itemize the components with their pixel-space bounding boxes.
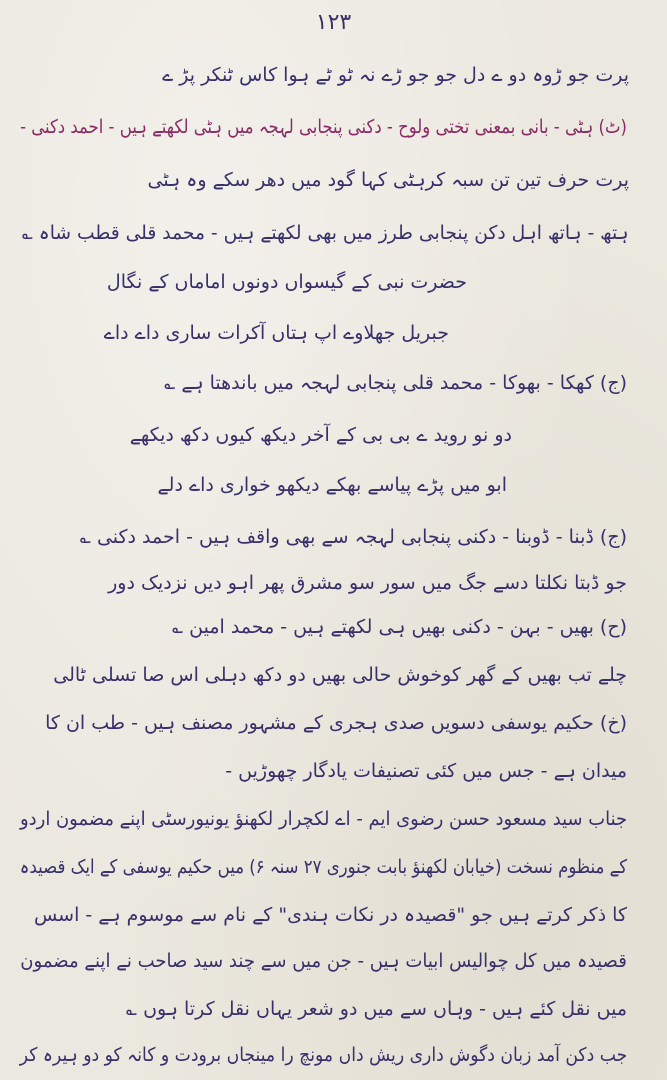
text-line-2: (ٹ) ہٹی - بانی بمعنی تختی ولوح - دکنی پنجابی لہجہ میں ہٹی لکھتے ہیں - احمد دکنی -	[20, 116, 627, 138]
page-number: ۱۲۳	[315, 10, 352, 35]
text-line-10: (ج) ڈبنا - ڈوبنا - دکنی پنجابی لہجہ سے بھی واقف ہیں - احمد دکنی ؎	[79, 526, 627, 548]
text-line-6: جبریل جھلاوے اپ ہتاں آکرات ساری داے داے	[103, 322, 449, 344]
text-line-5: حضرت نبی کے گیسواں دونوں اماماں کے نگال	[106, 271, 467, 293]
text-line-19: قصیدہ میں کل چوالیس ابیات ہیں - جن میں سے چند سید صاحب نے اپنے مضمون	[20, 950, 627, 972]
text-line-11: جو ڈبتا نکلتا دسے جگ میں سور سو مشرق پھر اہو دیں نزدیک دور	[108, 572, 627, 594]
text-line-18: کا ذکر کرتے ہیں جو "قصیدہ در نکات ہندی" کے نام سے موسوم ہے - اسس	[33, 904, 627, 926]
text-line-14: (خ) حکیم یوسفی دسویں صدی ہجری کے مشہور مصنف ہیں - طب ان کا	[45, 712, 627, 734]
text-line-4: ہتھ - ہاتھ اہل دکن پنجابی طرز میں بھی لکھتے ہیں - محمد قلی قطب شاہ ؎	[22, 222, 629, 244]
text-line-12: (ح) بھیں - بہن - دکنی بھیں ہی لکھتے ہیں - محمد امین ؎	[171, 616, 627, 638]
text-line-13: چلے تب بھیں کے گھر کوخوش حالی بھیں دو دکھ دہلی اس صا تسلی ٹالی	[53, 664, 627, 686]
text-line-21: جب دکن آمد زبان دگوش داری ریش داں مونچ را مینجاں برودت و کانہ کو دو ہیرہ کر	[19, 1044, 627, 1066]
text-line-20: میں نقل کئے ہیں - وہاں سے میں دو شعر یہاں نقل کرتا ہوں ؎	[125, 998, 627, 1020]
text-line-9: ابو میں پڑے پیاسے بھکے دیکھو خواری داے دلے	[157, 474, 507, 496]
text-line-17: کے منظوم نسخت (خیابان لکھنؤ بابت جنوری ۲۷ سنہ ۶) میں حکیم یوسفی کے ایک قصیدہ	[19, 856, 627, 878]
text-line-15: میدان ہے - جس میں کئی تصنیفات یادگار چھوڑیں -	[225, 760, 627, 782]
text-line-16: جناب سید مسعود حسن رضوی ایم - اے لکچرار لکھنؤ یونیورسٹی اپنے مضمون اردو	[19, 808, 627, 830]
text-line-8: دو نو روید ے بی بی کے آخر دیکھ کیوں دکھ دیکھے	[129, 424, 512, 446]
text-line-7: (ج) کھکا - بھوکا - محمد قلی پنجابی لہجہ میں باندھتا ہے ؎	[164, 372, 627, 394]
text-line-1: پرت جو ڑوہ دو ے دل جو جو ڑے نہ ٹو ٹے ہوا کاس ٹنکر پڑ ے	[162, 64, 629, 86]
text-line-3: پرت حرف تین تن سبہ کرہٹی کہا گود میں دھر سکے وہ ہٹی	[147, 169, 629, 191]
